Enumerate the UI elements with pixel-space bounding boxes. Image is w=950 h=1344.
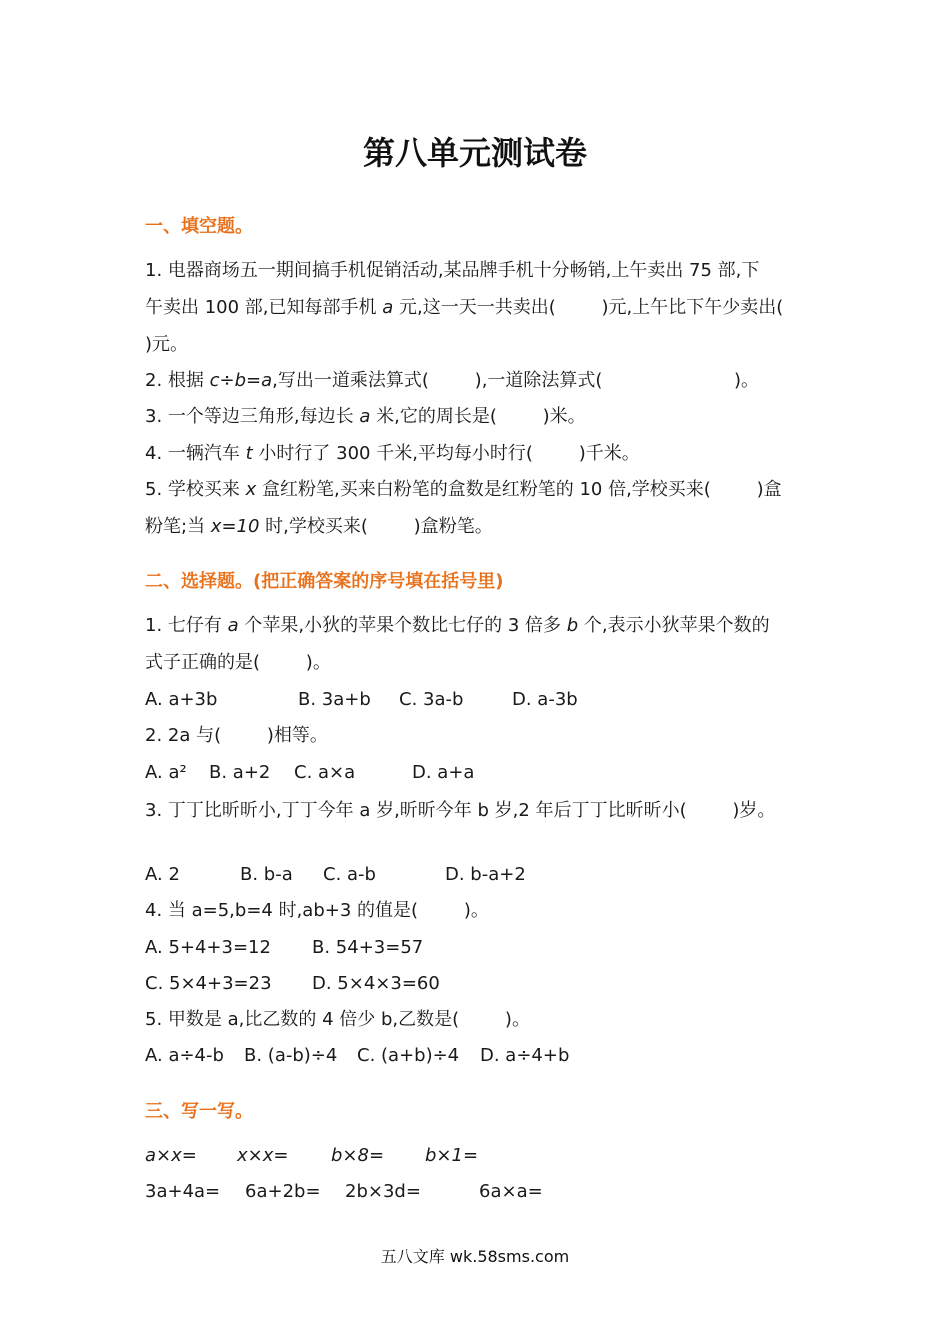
option-a: A. a+3b (145, 689, 218, 710)
variable: a (359, 406, 371, 427)
option-c: C. 3a-b (399, 689, 464, 710)
option-d: D. a+a (412, 762, 475, 783)
expression: a×x= (145, 1145, 197, 1166)
question-2-1-line-1 (145, 615, 770, 637)
question-text: 小时行了 300 千米,平均每小时行( )千米。 (252, 443, 640, 464)
option-b: B. 54+3=57 (312, 937, 424, 958)
question-text: 3. 一个等边三角形,每边长 (145, 406, 360, 427)
question-2-1-line-2: 式子正确的是( )。 (145, 652, 331, 673)
expression: 6a+2b= (245, 1181, 321, 1202)
option-d: D. 5×4×3=60 (312, 973, 440, 994)
option-a: A. a÷4-b (145, 1045, 224, 1066)
variable: t (245, 443, 253, 464)
question-text: 个苹果,小狄的苹果个数比七仔的 3 倍多 (238, 615, 567, 636)
page-title: 第八单元测试卷 (362, 134, 587, 172)
expression: b×1= (425, 1145, 479, 1166)
question-1-1-line-1 (145, 260, 759, 282)
option-c: C. (a+b)÷4 (357, 1045, 460, 1066)
question-1-2 (145, 370, 759, 392)
variable: a (382, 297, 394, 318)
section-heading-multiple-choice: 二、选择题。(把正确答案的序号填在括号里) (145, 571, 504, 592)
option-d: D. a-3b (512, 689, 578, 710)
option-b: B. b-a (240, 864, 293, 885)
question-text: 1. 电器商场五一期间搞手机促销活动,某品牌手机十分畅销,上午卖出 75 部,下 (145, 260, 760, 281)
question-text: 元,这一天一共卖出( )元,上午比下午少卖出( (393, 297, 784, 318)
option-c: C. a×a (294, 762, 356, 783)
option-a: A. 2 (145, 864, 180, 885)
expression: b×8= (331, 1145, 385, 1166)
option-c: C. 5×4+3=23 (145, 973, 272, 994)
question-2-4: 4. 当 a=5,b=4 时,ab+3 的值是( )。 (145, 900, 489, 921)
question-text: 盒红粉笔,买来白粉笔的盒数是红粉笔的 10 倍,学校买来( )盒 (256, 479, 782, 500)
question-text: 粉笔;当 (145, 516, 211, 537)
question-text: 米,它的周长是( )米。 (370, 406, 586, 427)
question-2-5: 5. 甲数是 a,比乙数的 4 倍少 b,乙数是( )。 (145, 1009, 530, 1030)
expression: 6a×a= (479, 1181, 543, 1202)
variable: a (227, 615, 239, 636)
question-1-1-line-3: )元。 (145, 334, 189, 355)
expression: 3a+4a= (145, 1181, 221, 1202)
expression: 2b×3d= (345, 1181, 421, 1202)
question-text: 5. 学校买来 (145, 479, 246, 500)
question-1-1-line-2 (145, 297, 783, 319)
question-text: 4. 一辆汽车 (145, 443, 246, 464)
option-b: B. 3a+b (298, 689, 371, 710)
question-text: 2. 根据 (145, 370, 210, 391)
option-d: D. b-a+2 (445, 864, 526, 885)
question-2-2: 2. 2a 与( )相等。 (145, 725, 328, 746)
question-text: 时,学校买来( )盒粉笔。 (259, 516, 493, 537)
question-1-3 (145, 406, 586, 428)
section-heading-write: 三、写一写。 (145, 1101, 253, 1122)
equation: c÷b=a (209, 370, 273, 391)
footer-watermark: 五八文库 wk.58sms.com (380, 1247, 570, 1266)
section-heading-fill-blank: 一、填空题。 (145, 216, 253, 237)
option-b: B. (a-b)÷4 (244, 1045, 338, 1066)
question-1-4 (145, 443, 640, 465)
question-text: 1. 七仔有 (145, 615, 228, 636)
question-1-5-line-1 (145, 479, 782, 501)
variable: x (245, 479, 257, 500)
option-b: B. a+2 (209, 762, 271, 783)
equation: x=10 (210, 516, 260, 537)
question-text: 个,表示小狄苹果个数的 (578, 615, 770, 636)
option-a: A. a² (145, 762, 187, 783)
option-c: C. a-b (323, 864, 376, 885)
question-2-3: 3. 丁丁比昕昕小,丁丁今年 a 岁,昕昕今年 b 岁,2 年后丁丁比昕昕小( )岁。 (145, 800, 776, 821)
question-text: ,写出一道乘法算式( ),一道除法算式( )。 (272, 370, 760, 391)
question-1-5-line-2 (145, 516, 493, 538)
option-d: D. a÷4+b (480, 1045, 570, 1066)
variable: b (566, 615, 579, 636)
option-a: A. 5+4+3=12 (145, 937, 271, 958)
question-text: 午卖出 100 部,已知每部手机 (145, 297, 383, 318)
expression: x×x= (237, 1145, 289, 1166)
